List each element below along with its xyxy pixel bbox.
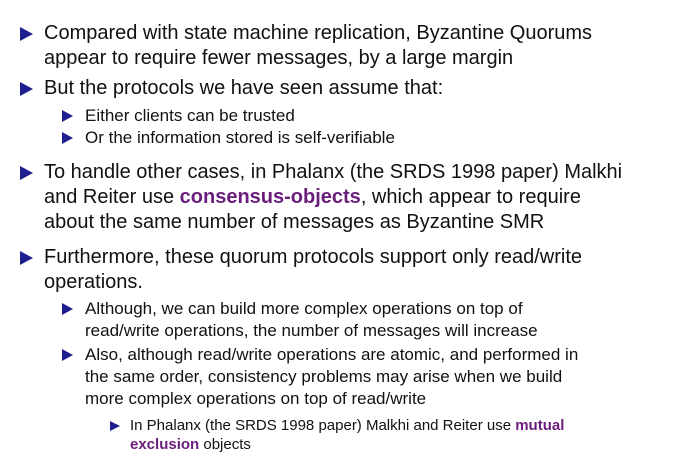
sub-bullet-4-1-line-2: read/write operations, the number of messages will increase (85, 321, 538, 340)
triangle-bullet-icon (20, 27, 33, 41)
bullet-4-line-1: Furthermore, these quorum protocols support only read/write (44, 246, 583, 268)
bullet-3-line-2 (44, 185, 622, 210)
triangle-bullet-icon (62, 132, 73, 144)
highlight-consensus-objects: consensus-objects (179, 186, 361, 208)
sub-bullet-4-2-line-3: more complex operations on top of read/write (85, 389, 427, 408)
sub-sub-bullet-line-1-pre: In Phalanx (the SRDS 1998 paper) Malkhi and Reiter use (130, 417, 516, 434)
triangle-bullet-icon (20, 82, 33, 96)
bullet-3-line-3: about the same number of messages as Byzantine SMR (44, 211, 545, 233)
sub-bullet-4-2-line-2: the same order, consistency problems may arise when we build (85, 367, 563, 386)
bullet-1-line-1: Compared with state machine replication, Byzantine Quorums (44, 22, 593, 44)
sub-sub-bullet-line-2-post: objects (199, 436, 251, 453)
triangle-bullet-icon (62, 303, 73, 315)
sub-bullet-4-1-line-1: Although, we can build more complex operations on top of (85, 299, 523, 318)
triangle-bullet-icon (20, 251, 33, 265)
sub-sub-bullet-line-1 (130, 416, 564, 435)
sub-sub-bullet-line-2 (130, 435, 564, 454)
bullet-3-line-2-post: , which appear to require (360, 186, 581, 208)
triangle-bullet-icon (62, 349, 73, 361)
highlight-exclusion: exclusion (130, 436, 200, 453)
triangle-bullet-icon (62, 110, 73, 122)
bullet-2-line-1: But the protocols we have seen assume that: (44, 77, 444, 99)
highlight-mutual: mutual (515, 417, 565, 434)
triangle-bullet-icon (110, 421, 120, 431)
sub-bullet-2-2-text: Or the information stored is self-verifiable (85, 128, 395, 147)
bullet-4-line-2: operations. (44, 271, 143, 293)
bullet-3-line-1: To handle other cases, in Phalanx (the SRDS 1998 paper) Malkhi (44, 161, 623, 183)
sub-bullet-4-2-line-1: Also, although read/write operations are atomic, and performed in (85, 345, 579, 364)
bullet-1-line-2: appear to require fewer messages, by a large margin (44, 47, 514, 69)
triangle-bullet-icon (20, 166, 33, 180)
bullet-3-line-2-pre: and Reiter use (44, 186, 180, 208)
sub-bullet-2-1-text: Either clients can be trusted (85, 106, 295, 125)
